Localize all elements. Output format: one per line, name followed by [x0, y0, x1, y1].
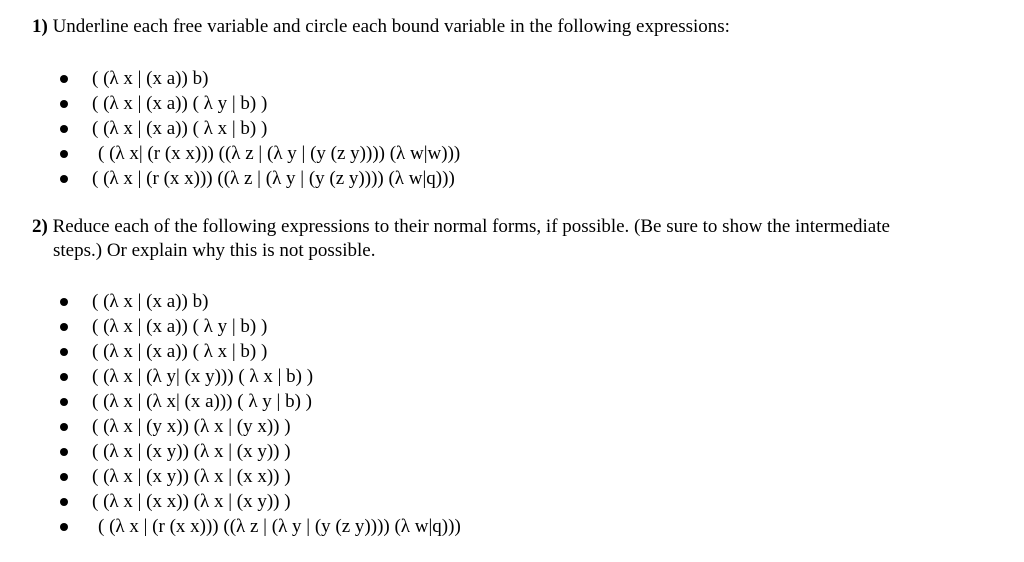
bullet-icon	[60, 498, 68, 506]
expression: ( (λ x | (x y)) (λ x | (x x)) )	[92, 466, 291, 487]
expression: ( (λ x | (x x)) (λ x | (x y)) )	[92, 491, 291, 512]
bullet-icon	[60, 348, 68, 356]
question-1-number: 1)	[32, 16, 48, 37]
bullet-icon	[60, 175, 68, 183]
bullet-icon	[60, 398, 68, 406]
expression: ( (λ x | (x a)) ( λ x | b) )	[92, 341, 268, 362]
expression: ( (λ x | (x y)) (λ x | (x y)) )	[92, 441, 291, 462]
bullet-icon	[60, 298, 68, 306]
expression: ( (λ x | (x a)) b)	[92, 68, 209, 89]
expression: ( (λ x | (x a)) ( λ y | b) )	[92, 93, 268, 114]
bullet-icon	[60, 423, 68, 431]
expression: ( (λ x | (x a)) b)	[92, 291, 209, 312]
expression: ( (λ x | (y x)) (λ x | (y x)) )	[92, 416, 291, 437]
bullet-icon	[60, 373, 68, 381]
bullet-icon	[60, 323, 68, 331]
question-2-prompt	[32, 215, 992, 263]
expression: ( (λ x | (λ y| (x y))) ( λ x | b) )	[92, 366, 314, 387]
bullet-icon	[60, 473, 68, 481]
expression: ( (λ x | (x a)) ( λ x | b) )	[92, 118, 268, 139]
expression: ( (λ x| (r (x x))) ((λ z | (λ y | (y (z y)))) (λ w|w)))	[98, 143, 461, 164]
question-1-prompt	[32, 15, 730, 39]
question-1-text: Underline each free variable and circle each bound variable in the following expressions:	[52, 16, 730, 37]
question-2-text-line-2: steps.) Or explain why this is not possible.	[53, 240, 376, 261]
question-2-number: 2)	[32, 216, 48, 237]
expression: ( (λ x | (λ x| (x a))) ( λ y | b) )	[92, 391, 313, 412]
bullet-icon	[60, 125, 68, 133]
question-2-text-line-1: Reduce each of the following expressions to their normal forms, if possible. (Be sure to show the intermediate	[52, 216, 890, 237]
bullet-icon	[60, 75, 68, 83]
expression: ( (λ x | (x a)) ( λ y | b) )	[92, 316, 268, 337]
expression: ( (λ x | (r (x x))) ((λ z | (λ y | (y (z y)))) (λ w|q)))	[92, 168, 455, 189]
expression: ( (λ x | (r (x x))) ((λ z | (λ y | (y (z y)))) (λ w|q)))	[98, 516, 461, 537]
bullet-icon	[60, 150, 68, 158]
bullet-icon	[60, 523, 68, 531]
bullet-icon	[60, 100, 68, 108]
bullet-icon	[60, 448, 68, 456]
